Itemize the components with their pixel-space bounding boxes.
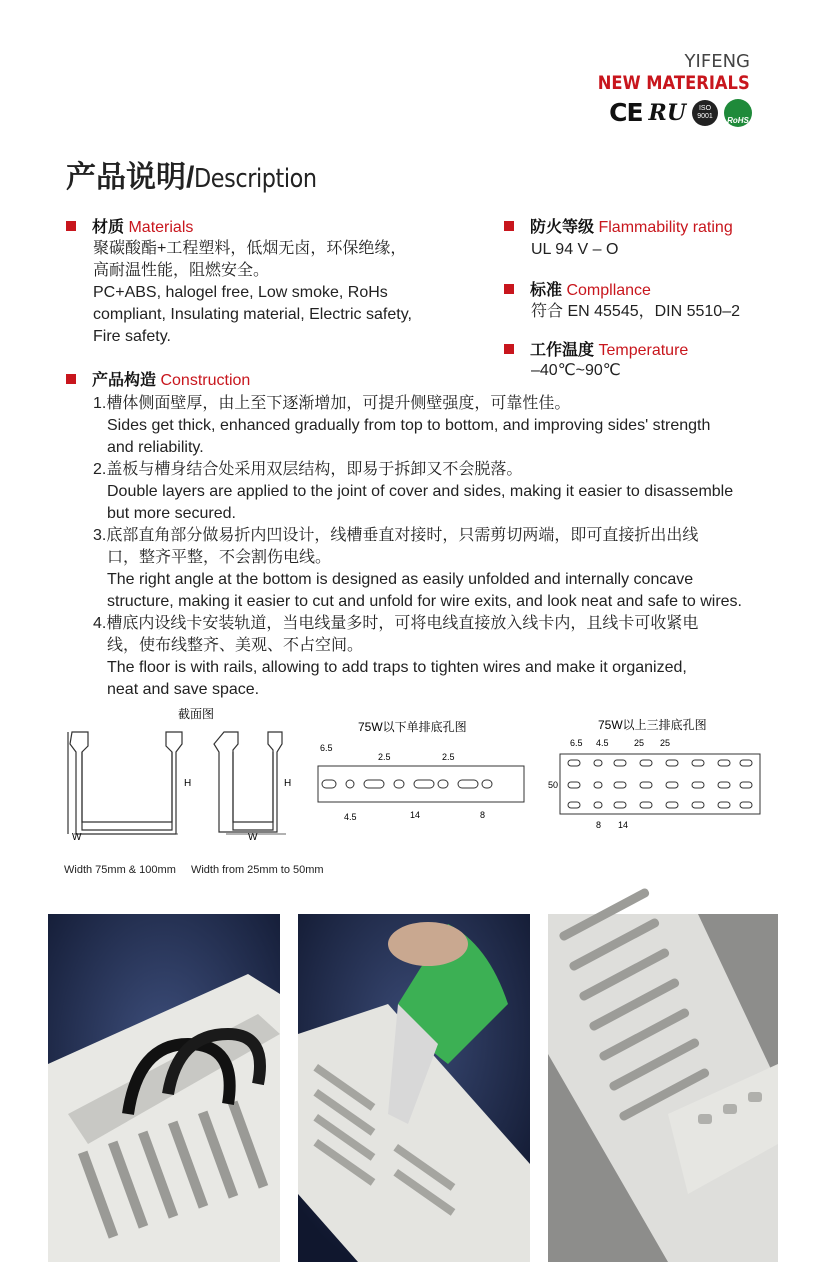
construction-heading: 产品构造 Construction bbox=[66, 370, 250, 392]
compliance-heading: 标准 Compllance bbox=[504, 280, 651, 302]
large-dim-h: H bbox=[184, 778, 192, 789]
materials-body bbox=[93, 238, 443, 348]
photo-cutting-duct-with-shears bbox=[298, 914, 530, 1262]
materials-line: PC+ABS, halogel free, Low smoke, RoHs bbox=[93, 284, 388, 301]
svg-text:6.5: 6.5 bbox=[570, 738, 583, 748]
svg-text:25: 25 bbox=[660, 738, 671, 748]
triple-row-title: 75W以上三排底孔图 bbox=[598, 718, 707, 732]
svg-text:4.5: 4.5 bbox=[596, 738, 609, 748]
svg-text:6.5: 6.5 bbox=[320, 743, 333, 753]
svg-text:2.5: 2.5 bbox=[442, 752, 455, 762]
materials-line: Fire safety. bbox=[93, 328, 171, 345]
svg-text:8: 8 bbox=[480, 810, 486, 820]
construction-body bbox=[93, 393, 773, 701]
temperature-value: –40℃~90℃ bbox=[531, 362, 621, 379]
brand-name: YIFENG bbox=[684, 51, 750, 72]
large-dim-w: W bbox=[72, 832, 82, 843]
svg-text:2.5: 2.5 bbox=[378, 752, 391, 762]
materials-heading: 材质 Materials bbox=[66, 217, 193, 239]
page-title-cn: 产品说明/ bbox=[66, 161, 195, 194]
cross-section-diagram bbox=[60, 706, 310, 856]
single-row-hole-diagram bbox=[310, 718, 535, 828]
materials-line: 高耐温性能，阻燃安全。 bbox=[93, 262, 270, 279]
materials-line: 聚碳酸酯+工程塑料，低烟无卤，环保绝缘， bbox=[93, 240, 407, 257]
svg-text:8: 8 bbox=[596, 820, 602, 830]
svg-text:14: 14 bbox=[618, 820, 629, 830]
bullet-square-icon bbox=[504, 221, 514, 231]
width-small-caption: Width from 25mm to 50mm bbox=[190, 864, 324, 876]
large-profile-drawing bbox=[68, 732, 182, 834]
page-title bbox=[66, 152, 337, 196]
svg-text:50: 50 bbox=[548, 780, 559, 790]
photo-duct-with-wire-clips bbox=[48, 914, 280, 1262]
brand-tagline: NEW MATERIALS bbox=[598, 72, 750, 94]
triple-row-hole-diagram bbox=[550, 716, 775, 836]
small-dim-w: W bbox=[248, 832, 258, 843]
bullet-square-icon bbox=[66, 221, 76, 231]
svg-text:14: 14 bbox=[410, 810, 421, 820]
ul-mark-icon: RU bbox=[648, 99, 686, 126]
flammability-heading: 防火等级 Flammability rating bbox=[504, 217, 733, 239]
width-large-caption: Width 75mm & 100mm bbox=[64, 864, 176, 876]
small-dim-h: H bbox=[284, 778, 292, 789]
materials-line: compliant, Insulating material, Electric safety, bbox=[93, 306, 412, 323]
construction-item: 2.盖板与槽身结合处采用双层结构，即易于拆卸又不会脱落。 Double layers are applied to the joint of cover and sides, making it easier to disassemble but more secured. bbox=[93, 461, 734, 522]
construction-item: 3.底部直角部分做易折内凹设计，线槽垂直对接时，只需剪切两端，即可直接折出出线 口，整齐平整，不会割伤电线。 The right angle at the bottom is designed as easily unfolded and internally concave structure, making it easier to cut and unfold for wire exits, and look neat and safe to wires. bbox=[93, 527, 742, 610]
temperature-heading: 工作温度 Temperature bbox=[504, 340, 688, 362]
bullet-square-icon bbox=[504, 284, 514, 294]
svg-text:4.5: 4.5 bbox=[344, 812, 357, 822]
flammability-value: UL 94 V – O bbox=[531, 241, 619, 258]
small-profile-drawing bbox=[214, 732, 282, 832]
page-title-en: Description bbox=[194, 164, 317, 194]
iso-mark-icon: ISO 9001 bbox=[692, 100, 718, 126]
certification-marks bbox=[609, 98, 752, 127]
photo-duct-closeup-fingers bbox=[548, 914, 778, 1262]
brand-block bbox=[573, 52, 750, 94]
compliance-value: 符合 EN 45545，DIN 5510–2 bbox=[531, 303, 741, 320]
bullet-square-icon bbox=[504, 344, 514, 354]
bullet-square-icon bbox=[66, 374, 76, 384]
construction-item: 4.槽底内设线卡安装轨道，当电线量多时，可将电线直接放入线卡内，且线卡可收紧电 线，使布线整齐、美观、不占空间。 The floor is with rails, allowing to add traps to tighten wires and make it organized, neat and save space. bbox=[93, 615, 699, 698]
construction-item: 1.槽体侧面壁厚，由上至下逐渐增加，可提升侧壁强度，可靠性佳。 Sides get thick, enhanced gradually from top to bottom, and improving sides' strength and reliability. bbox=[93, 395, 711, 456]
rohs-mark-icon: RoHS bbox=[724, 99, 752, 127]
svg-text:25: 25 bbox=[634, 738, 645, 748]
single-row-title: 75W以下单排底孔图 bbox=[358, 720, 467, 734]
cross-section-title: 截面图 bbox=[178, 707, 215, 721]
width-captions bbox=[64, 864, 336, 876]
ce-mark-icon: CE bbox=[609, 98, 643, 127]
